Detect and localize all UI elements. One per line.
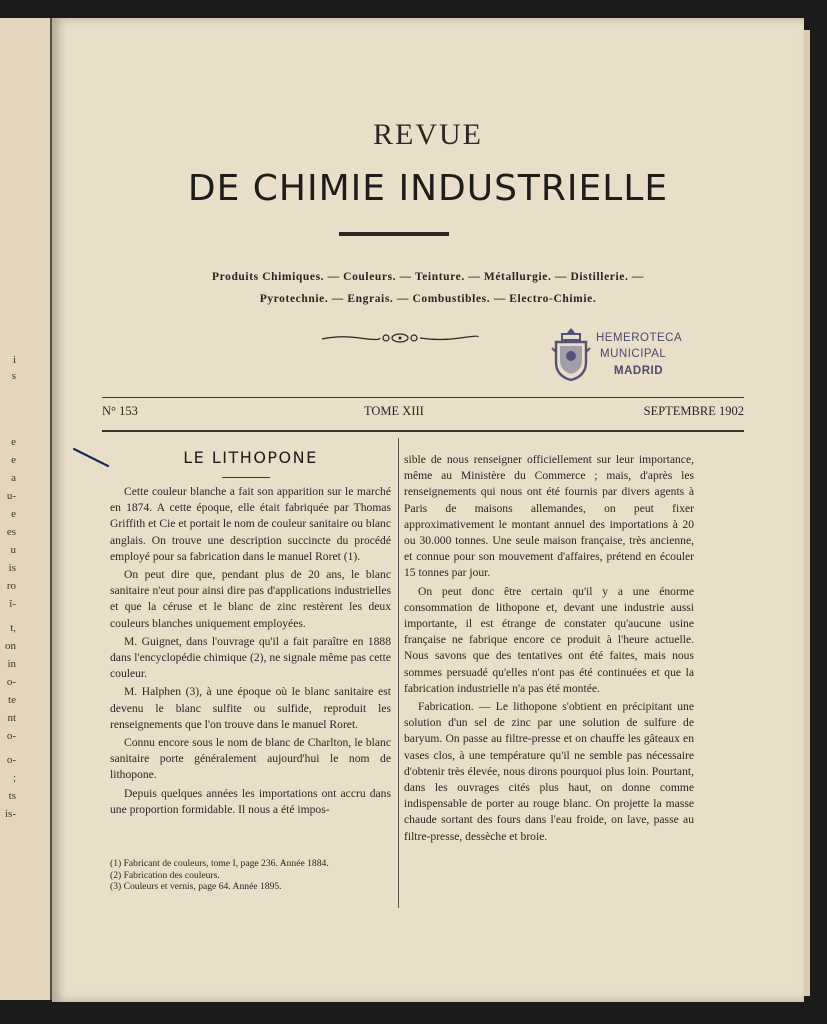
footnote: (1) Fabricant de couleurs, tome I, page 236. Année 1884. xyxy=(110,858,329,869)
paragraph: M. Halphen (3), à une époque où le blanc sanitaire est devenu le blanc sulfite ou sulfide, reproduit les renseignements que l'on trouve dans le manuel Roret. xyxy=(110,685,391,731)
issue-rule-top xyxy=(102,397,744,398)
masthead-rule xyxy=(339,232,449,236)
facing-page-fragment: i xyxy=(12,354,16,366)
paragraph: Depuis quelques années les importations ont accru dans une proportion formidable. Il nous a été impos- xyxy=(110,786,391,816)
paragraph: Cette couleur blanche a fait son apparition sur le marché en 1874. A cette époque, elle était fabriquée par Thomas Griffith et Cie et portait le nom de couleur sanitaire ou blanc anglais. On trouve une description succincte du procédé employé pour sa fabrication dans le manuel Roret (1). xyxy=(110,485,391,563)
paragraph: On peut dire que, pendant plus de 20 ans, le blanc sanitaire n'eut pour ainsi dire pas d'applications industrielles et que la céruse et le blanc de zinc restèrent les deux couleurs blanches uniquement employées. xyxy=(110,568,391,630)
page-edge xyxy=(804,30,810,996)
subjects-line-1: Produits Chimiques. — Couleurs. — Teinture. — Métallurgie. — Distillerie. — xyxy=(211,271,645,283)
article-title-rule xyxy=(222,477,270,478)
paragraph: Connu encore sous le nom de blanc de Charlton, le blanc sanitaire porte généralement aujourd'hui le nom de lithopone. xyxy=(110,736,391,782)
facing-page-fragment: te xyxy=(8,694,16,706)
footnote: (2) Fabrication des couleurs. xyxy=(110,869,220,881)
pen-mark xyxy=(72,446,112,470)
facing-page-fragment: o- xyxy=(6,730,16,742)
column-divider xyxy=(398,438,399,908)
facing-page-fragment: s xyxy=(11,370,16,382)
ornament-divider xyxy=(320,328,480,348)
masthead-subjects xyxy=(102,266,754,310)
footnote: (3) Couleurs et vernis, page 64. Année 1895. xyxy=(110,881,282,892)
article-column-right xyxy=(404,452,694,847)
facing-page-fragment: u xyxy=(10,544,16,556)
facing-page-fragment: ; xyxy=(12,772,16,784)
facing-page-fragment: es xyxy=(6,526,16,538)
facing-page-fragment: e xyxy=(11,436,16,448)
facing-page-fragment: on xyxy=(5,640,16,652)
facing-page-fragment: is- xyxy=(5,808,16,820)
facing-page-fragment: a xyxy=(11,472,16,484)
paragraph: On peut donc être certain qu'il y a une énorme consommation de lithopone et, devant une industrie aussi importante, il est étrange de constater qu'aucune usine française ne fabrique encore ce produit à l'heure actuelle. Nous savons que des tentatives ont été faites, mais nous sommes persuadé qu'elles n'ont pas été continuées et que la fabrication industrielle n'a pas été montée. xyxy=(404,584,694,695)
facing-page-fragment: o- xyxy=(6,676,16,688)
stamp-line-1: HEMEROTECA xyxy=(596,332,683,344)
facing-page-fragment: in xyxy=(7,658,16,670)
masthead-revue: REVUE xyxy=(373,118,483,151)
paragraph: sible de nous renseigner officiellement sur leur importance, même au Ministère du Commerce ; mais, d'après les renseignements qui nous ont été fournis par divers agents à Paris de maisons allemandes, on peut fixer approximativement le montant annuel des importations à 20 ou 30.000 tonnes. Une seule maison française, très ancienne, et connue pour son mouvement d'affaires, prétend en écouler 15 tonnes par jour. xyxy=(404,453,694,580)
issue-rule-bottom xyxy=(102,430,744,432)
footnotes xyxy=(110,858,400,893)
issue-number: N° 153 xyxy=(102,404,138,418)
facing-page xyxy=(0,18,52,1000)
facing-page-fragment: ts xyxy=(8,790,16,802)
stamp-line-2: MUNICIPAL xyxy=(600,348,667,360)
issue-tome: TOME XIII xyxy=(364,404,424,418)
facing-page-fragment: e xyxy=(11,508,16,520)
paragraph: M. Guignet, dans l'ouvrage qu'il a fait paraître en 1888 dans l'encyclopédie chimique (2), ne signale même pas cette couleur. xyxy=(110,634,391,681)
subjects-line-2: Pyrotechnie. — Engrais. — Combustibles. — Electro-Chimie. xyxy=(259,293,597,305)
issue-date: SEPTEMBRE 1902 xyxy=(643,404,744,418)
facing-page-fragment: e xyxy=(11,454,16,466)
facing-page-fragment: is xyxy=(8,562,16,574)
library-stamp xyxy=(550,324,700,384)
facing-page-fragment: ro xyxy=(6,580,16,592)
facing-page-fragment: nt xyxy=(7,712,16,724)
facing-page-fragment: u- xyxy=(6,490,16,502)
paragraph: Fabrication. — Le lithopone s'obtient en précipitant une solution d'un sel de zinc par une solution de sulfure de baryum. On passe au filtre-presse et on chauffe les gâteaux en vases clos, à une température qu'il ne semble pas nécessaire d'obtenir très élevée, nous dirons pourquoi plus loin. Pourtant, dans les ouvrages cités plus haut, on donne comme indispensable de porter au rouge blanc. On projette la masse chaude sortant des fours dans l'eau froide, on lave, passe au filtre-presse, dessèche et broie. xyxy=(404,700,694,843)
facing-page-fragment: o- xyxy=(6,754,16,766)
masthead-title: DE CHIMIE INDUSTRIELLE xyxy=(187,168,669,209)
coat-of-arms-icon xyxy=(550,326,592,382)
facing-page-fragment: î- xyxy=(9,598,16,610)
article-title: LE LITHOPONE xyxy=(183,448,318,467)
article-column-left xyxy=(110,484,391,820)
stamp-line-3: MADRID xyxy=(614,365,663,377)
journal-page xyxy=(52,18,804,1002)
facing-page-fragment: t, xyxy=(10,622,16,634)
